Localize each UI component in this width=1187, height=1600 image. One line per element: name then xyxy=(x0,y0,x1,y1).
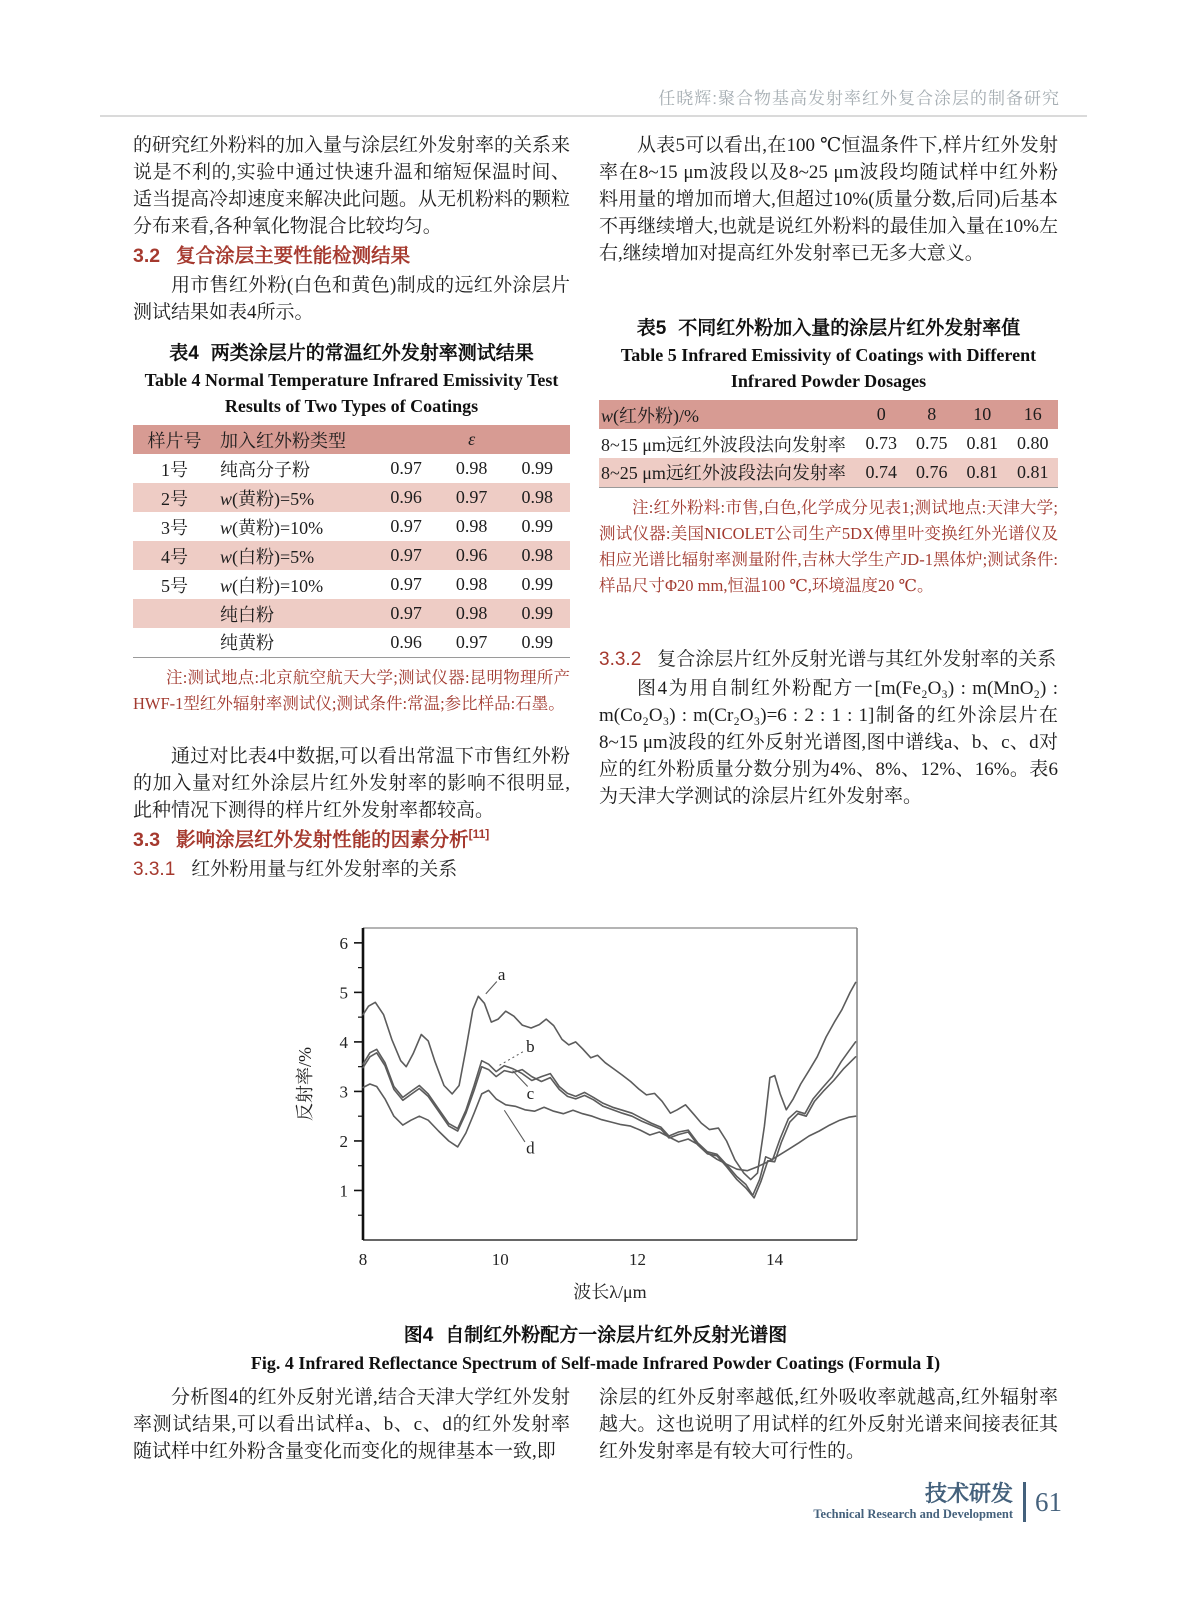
x-tick-label: 8 xyxy=(358,1250,368,1269)
emissivity-value: 0.98 xyxy=(504,483,570,512)
table5 xyxy=(599,400,1058,488)
emissivity-value: 0.74 xyxy=(856,458,906,487)
emissivity-value: 0.97 xyxy=(439,483,505,512)
powder-type: 纯黄粉 xyxy=(220,633,275,654)
table5-block xyxy=(599,315,1058,599)
emissivity-value: 0.97 xyxy=(373,599,439,628)
emissivity-value: 0.99 xyxy=(521,516,553,536)
emissivity-value: 0.97 xyxy=(390,458,422,478)
table5-label: 表5 xyxy=(636,318,667,339)
paragraph: 涂层的红外反射率越低,红外吸收率就越高,红外辐射率越大。这也说明了用试样的红外反射光谱来间接表征其红外发射率是有较大可行性的。 xyxy=(599,1387,1058,1462)
table4 xyxy=(133,425,570,658)
emissivity-value: 0.98 xyxy=(455,516,488,536)
emissivity-value: 0.81 xyxy=(966,433,998,453)
table4-header-powder-type: 加入红外粉类型 xyxy=(216,425,373,454)
table4-row xyxy=(133,599,570,628)
x-tick-label: 10 xyxy=(491,1250,509,1269)
x-tick-label: 12 xyxy=(628,1250,646,1269)
section-heading-3-3-1 xyxy=(133,856,570,883)
powder-type: w(黄粉)=5% xyxy=(216,483,373,512)
bottom-right-column xyxy=(599,1384,1058,1465)
table5-title-en-line2: Infrared Powder Dosages xyxy=(730,371,927,391)
table5-title-zh: 表5 不同红外粉加入量的涂层片红外发射率值 xyxy=(636,318,1021,339)
section-title: 复合涂层主要性能检测结果 xyxy=(176,245,411,267)
table5-header-value: 16 xyxy=(1008,400,1059,429)
table5-row xyxy=(599,458,1058,487)
section-title: 复合涂层片红外反射光谱与其红外发射率的关系 xyxy=(657,648,1057,670)
section-number: 3.3.1 xyxy=(133,858,176,880)
paragraph: 图4为用自制红外粉配方一[m(Fe₂O₃) : m(MnO₂) : m(Co₂O₃) : m(Cr₂O₃)=6 : 2 : 1 : 1]制备的红外涂层片在8~15 μm波段的红外反射光谱图,图中谱线a、b、c、d对应的红外粉质量分数分别为4%、8%、12%、16%。表6为天津大学测试的涂层片红外发射率。 xyxy=(599,677,1058,807)
paragraph: 分析图4的红外反射光谱,结合天津大学红外发射率测试结果,可以看出试样a、b、c、d的红外发射率随试样中红外粉含量变化而变化的规律基本一致,即 xyxy=(133,1387,570,1462)
sample-id xyxy=(133,599,216,628)
section-number: 3.2 xyxy=(133,245,161,267)
annotation-leader-a xyxy=(486,981,497,993)
table5-header-value: 0 xyxy=(856,400,906,429)
table4-title-zh: 表4 两类涂层片的常温红外发射率测试结果 xyxy=(169,343,534,364)
emissivity-value: 0.99 xyxy=(504,599,570,628)
footer-section-name xyxy=(813,1482,1026,1522)
figure-4 xyxy=(133,920,1058,1374)
y-tick-label: 5 xyxy=(339,983,348,1003)
table4-row xyxy=(133,454,570,483)
table5-row xyxy=(599,429,1058,458)
paragraph: 从表5可以看出,在100 ℃恒温条件下,样片红外发射率在8~15 μm波段以及8~25 μm波段均随试样中红外粉料用量的增加而增大,但超过10%(质量分数,后同)后基本不再继续增大,也就是说红外粉料的最佳加入量在10%左右,继续增加对提高红外发射率已无多大意义。 xyxy=(599,135,1058,264)
table4-label: 表4 xyxy=(169,343,199,364)
emissivity-value: 0.98 xyxy=(439,599,505,628)
emissivity-value: 0.99 xyxy=(521,574,553,594)
section-heading-3-3 xyxy=(133,827,570,854)
page-footer xyxy=(813,1482,1062,1522)
emissivity-value: 0.97 xyxy=(390,574,422,594)
paragraph: 通过对比表4中数据,可以看出常温下市售红外粉的加入量对红外涂层片红外发射率的影响不很明显,此种情况下测得的样片红外发射率都较高。 xyxy=(133,745,570,821)
annotation-leader-d xyxy=(504,1110,525,1142)
emissivity-value: 0.96 xyxy=(373,483,439,512)
emissivity-value: 0.75 xyxy=(916,433,948,453)
waveband-label: 8~15 μm远红外波段法向发射率 xyxy=(601,434,846,455)
figure-label: 图4 xyxy=(403,1325,434,1346)
section-number: 3.3.2 xyxy=(599,648,642,670)
y-tick-label: 2 xyxy=(339,1131,348,1151)
section-heading-3-2 xyxy=(133,243,570,270)
sample-id xyxy=(133,628,216,657)
sample-id: 3号 xyxy=(161,517,188,538)
section-heading-3-3-2 xyxy=(599,646,1058,673)
emissivity-value: 0.96 xyxy=(439,541,505,570)
emissivity-value: 0.80 xyxy=(1017,433,1049,453)
table5-header-row xyxy=(599,400,1058,429)
sample-id: 4号 xyxy=(133,541,216,570)
y-tick-label: 1 xyxy=(339,1181,348,1201)
table4-row xyxy=(133,541,570,570)
table5-title-en-line1: Table 5 Infrared Emissivity of Coatings with Different xyxy=(620,345,1037,365)
table4-title-en-line1: Table 4 Normal Temperature Infrared Emissivity Test xyxy=(144,370,559,390)
series-c-curve xyxy=(363,1053,856,1198)
powder-type: w(白粉)=5% xyxy=(216,541,373,570)
paragraph: 用市售红外粉(白色和黄色)制成的远红外涂层片测试结果如表4所示。 xyxy=(133,275,570,323)
emissivity-value: 0.97 xyxy=(373,541,439,570)
emissivity-value: 0.97 xyxy=(455,631,488,652)
sample-id: 2号 xyxy=(133,483,216,512)
table5-header-value: 10 xyxy=(957,400,1007,429)
page-number: 61 xyxy=(1035,1486,1062,1517)
annotation-label-d: d xyxy=(526,1138,535,1158)
reflectance-spectrum-chart xyxy=(293,920,913,1312)
emissivity-value: 0.97 xyxy=(390,516,422,536)
emissivity-value: 0.99 xyxy=(521,631,553,652)
powder-type: 纯白粉 xyxy=(216,599,373,628)
emissivity-value: 0.81 xyxy=(957,458,1007,487)
emissivity-value: 0.98 xyxy=(504,541,570,570)
sample-id: 5号 xyxy=(161,575,188,596)
table4-header-sample: 样片号 xyxy=(133,425,216,454)
y-tick-label: 3 xyxy=(339,1082,348,1102)
bottom-left-column xyxy=(133,1384,570,1465)
left-column xyxy=(133,132,570,885)
y-axis-title: 反射率/% xyxy=(295,1047,315,1121)
emissivity-value: 0.98 xyxy=(455,574,488,594)
table4-row xyxy=(133,483,570,512)
table4-row xyxy=(133,512,570,541)
emissivity-value: 0.98 xyxy=(455,458,488,478)
table4-header-row xyxy=(133,425,570,454)
emissivity-value: 0.73 xyxy=(865,433,898,453)
emissivity-value: 0.81 xyxy=(1008,458,1059,487)
right-column xyxy=(599,132,1058,810)
powder-type: w(白粉)=10% xyxy=(220,575,324,596)
y-tick-label: 6 xyxy=(339,933,348,953)
powder-type: 纯高分子粉 xyxy=(220,459,311,480)
section-number: 3.3 xyxy=(133,828,161,851)
citation-marker: [11] xyxy=(468,827,490,841)
section-title: 影响涂层红外发射性能的因素分析[11] xyxy=(176,827,490,851)
paragraph: 的研究红外粉料的加入量与涂层红外发射率的关系来说是不利的,实验中通过快速升温和缩短保温时间、适当提高冷却速度来解决此问题。从无机粉料的颗粒分布来看,各种氧化物混合比较均匀。 xyxy=(133,135,571,237)
running-header: 任晓辉:聚合物基高发射率红外复合涂层的制备研究 xyxy=(658,89,1060,108)
table4-header-epsilon: ε xyxy=(373,425,570,454)
series-a-curve xyxy=(363,983,856,1180)
emissivity-value: 0.96 xyxy=(390,631,422,652)
emissivity-value: 0.99 xyxy=(521,458,553,478)
table4-row xyxy=(133,628,570,657)
x-axis-title: 波长λ/μm xyxy=(573,1282,647,1302)
table4-title-en-line2: Results of Two Types of Coatings xyxy=(224,396,479,416)
table4-row xyxy=(133,570,570,599)
figure-caption-en: Fig. 4 Infrared Reflectance Spectrum of Self-made Infrared Powder Coatings (Formula Ⅰ) xyxy=(250,1353,941,1373)
y-tick-label: 4 xyxy=(339,1032,348,1052)
table5-header-value: 8 xyxy=(907,400,957,429)
powder-type: w(黄粉)=10% xyxy=(220,517,324,538)
waveband-label: 8~25 μm远红外波段法向发射率 xyxy=(599,458,856,487)
annotation-label-c: c xyxy=(526,1083,535,1103)
header-rule xyxy=(100,115,1087,117)
emissivity-value: 0.76 xyxy=(907,458,957,487)
x-tick-label: 14 xyxy=(766,1250,784,1269)
annotation-label-a: a xyxy=(497,965,506,985)
table4-note: 注:测试地点:北京航空航天大学;测试仪器:昆明物理所产HWF-1型红外辐射率测试仪;测试条件:常温;参比样品:石墨。 xyxy=(133,667,570,713)
table4-block xyxy=(133,340,570,717)
footer-zh: 技术研发 xyxy=(924,1481,1013,1506)
table5-header-label: w(红外粉)/% xyxy=(599,400,856,429)
table5-note: 注:红外粉料:市售,白色,化学成分见表1;测试地点:天津大学;测试仪器:美国NICOLET公司生产5DX傅里叶变换红外光谱仪及相应光谱比辐射率测量附件,吉林大学生产JD-1黑体炉;测试条件:样品尺寸Φ20 mm,恒温100 ℃,环境温度20 ℃。 xyxy=(599,497,1058,595)
annotation-leader-b xyxy=(499,1052,523,1066)
section-title: 红外粉用量与红外发射率的关系 xyxy=(191,858,458,880)
sample-id: 1号 xyxy=(161,459,188,480)
footer-en: Technical Research and Development xyxy=(813,1507,1013,1521)
figure-caption-zh: 图4 自制红外粉配方一涂层片红外反射光谱图 xyxy=(403,1325,788,1346)
annotation-label-b: b xyxy=(526,1036,535,1056)
